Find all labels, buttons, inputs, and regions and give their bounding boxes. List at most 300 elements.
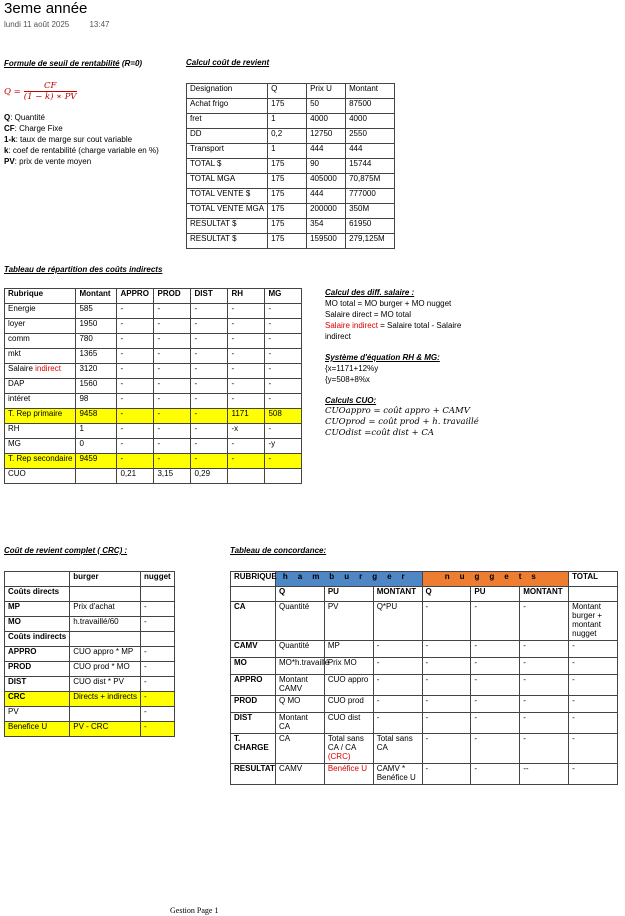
table-cell: - bbox=[569, 658, 618, 675]
legend-line bbox=[4, 134, 179, 145]
table-cell bbox=[5, 572, 70, 587]
table-cell: Total sans CA bbox=[373, 734, 422, 764]
table-cell: - bbox=[154, 319, 191, 334]
table-cell: Q bbox=[276, 587, 325, 602]
table-cell: - bbox=[117, 364, 154, 379]
table-cell: APPRO bbox=[231, 675, 276, 696]
table-cell: RESULTAT $ bbox=[187, 219, 268, 234]
table-cell: 2550 bbox=[346, 129, 395, 144]
table-row bbox=[5, 572, 175, 587]
table-cell: CUO bbox=[5, 469, 76, 484]
system-line: {x=1171+12%y bbox=[325, 364, 379, 373]
table-cell: - bbox=[117, 379, 154, 394]
table-cell: TOTAL VENTE $ bbox=[187, 189, 268, 204]
table-cell: h.travaillé/60 bbox=[70, 617, 141, 632]
crc-table bbox=[4, 571, 175, 737]
table-cell: - bbox=[422, 696, 471, 713]
table-cell: - bbox=[154, 439, 191, 454]
table-cell: - bbox=[191, 364, 228, 379]
table-row bbox=[231, 734, 618, 764]
table-row bbox=[5, 722, 175, 737]
table-cell: -y bbox=[265, 439, 302, 454]
table-cell: PROD bbox=[231, 696, 276, 713]
table-cell: - bbox=[520, 641, 569, 658]
table-cell: 0,29 bbox=[191, 469, 228, 484]
table-cell: - bbox=[569, 764, 618, 785]
table-cell: - bbox=[228, 379, 265, 394]
table-cell: comm bbox=[5, 334, 76, 349]
table-cell: - bbox=[191, 409, 228, 424]
table-row bbox=[5, 304, 302, 319]
table-cell: 279,125M bbox=[346, 234, 395, 249]
legend-value: : taux de marge sur cout variable bbox=[15, 135, 133, 144]
table-row bbox=[187, 99, 395, 114]
table-cell: Montant bbox=[346, 84, 395, 99]
table-row bbox=[5, 692, 175, 707]
table-cell bbox=[70, 632, 141, 647]
table-cell: - bbox=[373, 713, 422, 734]
cuo-line: CUOprod = coût prod + h. travaillé bbox=[325, 417, 479, 427]
table-cell: - bbox=[228, 349, 265, 364]
table-cell: PROD bbox=[5, 662, 70, 677]
table-cell: DIST bbox=[5, 677, 70, 692]
table-cell: 12750 bbox=[307, 129, 346, 144]
table-cell: 90 bbox=[307, 159, 346, 174]
table-cell bbox=[228, 469, 265, 484]
table-cell: - bbox=[154, 349, 191, 364]
table-cell: - bbox=[117, 409, 154, 424]
table-cell: MG bbox=[265, 289, 302, 304]
table-cell: MG bbox=[5, 439, 76, 454]
table-cell: - bbox=[520, 734, 569, 764]
table-cell: 175 bbox=[268, 99, 307, 114]
table-cell: mkt bbox=[5, 349, 76, 364]
table-cell: - bbox=[520, 696, 569, 713]
formula-heading-suffix: (R=0) bbox=[121, 59, 143, 68]
table-row bbox=[231, 675, 618, 696]
table-cell: Montant CA bbox=[276, 713, 325, 734]
table-cell: Transport bbox=[187, 144, 268, 159]
crc-block bbox=[4, 546, 175, 737]
table-cell: CA bbox=[231, 602, 276, 641]
table-row bbox=[5, 364, 302, 379]
table-cell: 1 bbox=[76, 424, 117, 439]
concordance-table bbox=[230, 571, 618, 785]
table-cell: APPRO bbox=[117, 289, 154, 304]
table-cell: - bbox=[265, 349, 302, 364]
table-cell: loyer bbox=[5, 319, 76, 334]
table-cell bbox=[70, 707, 141, 722]
table-cell: CA bbox=[276, 734, 325, 764]
table-cell: CUO dist bbox=[324, 713, 373, 734]
table-cell: - bbox=[569, 713, 618, 734]
repartition-heading: Tableau de répartition des coûts indirects bbox=[4, 265, 163, 274]
table-cell: 15744 bbox=[346, 159, 395, 174]
crc-heading: Coût de revient complet ( CRC) : bbox=[4, 546, 128, 555]
table-row bbox=[231, 641, 618, 658]
table-cell: 159500 bbox=[307, 234, 346, 249]
table-cell: 354 bbox=[307, 219, 346, 234]
table-cell: CUO prod bbox=[324, 696, 373, 713]
salary-label: Salaire bbox=[8, 364, 36, 373]
table-row bbox=[5, 707, 175, 722]
table-row bbox=[5, 454, 302, 469]
date-label: lundi 11 août 2025 bbox=[4, 20, 70, 29]
table-cell: -x bbox=[228, 424, 265, 439]
legend-value: : Quantité bbox=[10, 113, 45, 122]
table-cell: DAP bbox=[5, 379, 76, 394]
table-cell: 9459 bbox=[76, 454, 117, 469]
table-cell: - bbox=[154, 379, 191, 394]
table-cell: - bbox=[154, 454, 191, 469]
cuo-line: CUOdist =coût dist + CA bbox=[325, 428, 434, 438]
table-cell: - bbox=[117, 454, 154, 469]
salary-line: MO total = MO burger + MO nugget bbox=[325, 299, 452, 308]
table-cell: - bbox=[520, 675, 569, 696]
cost-block bbox=[186, 58, 395, 249]
table-cell: burger bbox=[70, 572, 141, 587]
table-row bbox=[5, 632, 175, 647]
table-cell: -- bbox=[520, 764, 569, 785]
table-cell: - bbox=[569, 641, 618, 658]
formula-legend bbox=[4, 112, 179, 167]
table-cell: - bbox=[228, 319, 265, 334]
table-cell: 1 bbox=[268, 114, 307, 129]
table-cell: 175 bbox=[268, 204, 307, 219]
table-cell: - bbox=[154, 424, 191, 439]
table-row bbox=[187, 84, 395, 99]
table-cell: - bbox=[228, 394, 265, 409]
formula-block bbox=[4, 58, 179, 167]
table-cell: - bbox=[228, 334, 265, 349]
table-cell: - bbox=[520, 713, 569, 734]
table-cell: Achat frigo bbox=[187, 99, 268, 114]
table-row bbox=[5, 379, 302, 394]
table-cell: MONTANT bbox=[373, 587, 422, 602]
table-cell: Prix U bbox=[307, 84, 346, 99]
table-row bbox=[187, 234, 395, 249]
table-cell: - bbox=[154, 364, 191, 379]
table-cell: Prix d'achat bbox=[70, 602, 141, 617]
table-row bbox=[5, 587, 175, 602]
table-cell bbox=[141, 587, 175, 602]
hamburger-header: hamburger bbox=[276, 572, 423, 587]
table-cell: - bbox=[141, 722, 175, 737]
table-cell: - bbox=[141, 677, 175, 692]
table-cell: - bbox=[471, 675, 520, 696]
table-cell: CUO prod * MO bbox=[70, 662, 141, 677]
table-cell: - bbox=[422, 764, 471, 785]
table-row bbox=[5, 319, 302, 334]
legend-line bbox=[4, 145, 179, 156]
table-row bbox=[187, 219, 395, 234]
table-cell: - bbox=[141, 647, 175, 662]
table-cell: - bbox=[154, 334, 191, 349]
table-cell: - bbox=[265, 379, 302, 394]
rubrique-header: RUBRIQUE bbox=[231, 572, 276, 587]
table-cell: 0 bbox=[76, 439, 117, 454]
table-cell: 444 bbox=[346, 144, 395, 159]
table-cell: MP bbox=[324, 641, 373, 658]
table-cell bbox=[76, 469, 117, 484]
table-cell: 4000 bbox=[346, 114, 395, 129]
table-row bbox=[5, 602, 175, 617]
table-cell: 508 bbox=[265, 409, 302, 424]
table-cell: APPRO bbox=[5, 647, 70, 662]
table-cell: 1365 bbox=[76, 349, 117, 364]
table-cell: Quantité bbox=[276, 602, 325, 641]
repartition-table bbox=[4, 288, 302, 484]
table-cell: - bbox=[520, 602, 569, 641]
cost-heading: Calcul coût de revient bbox=[186, 58, 270, 67]
table-cell: - bbox=[422, 602, 471, 641]
table-row bbox=[231, 572, 618, 587]
page-meta bbox=[4, 20, 128, 29]
table-cell: PROD bbox=[154, 289, 191, 304]
table-cell: - bbox=[117, 334, 154, 349]
table-cell: 350M bbox=[346, 204, 395, 219]
table-cell: - bbox=[422, 658, 471, 675]
table-cell: 175 bbox=[268, 174, 307, 189]
table-cell bbox=[265, 469, 302, 484]
table-cell: 200000 bbox=[307, 204, 346, 219]
table-cell: - bbox=[191, 319, 228, 334]
table-cell: RESULTAT $ bbox=[187, 234, 268, 249]
table-cell: PV bbox=[5, 707, 70, 722]
table-cell: - bbox=[265, 394, 302, 409]
table-cell: Coûts indirects bbox=[5, 632, 70, 647]
table-row bbox=[5, 394, 302, 409]
legend-key: Q bbox=[4, 113, 11, 122]
table-cell: 777000 bbox=[346, 189, 395, 204]
table-cell: - bbox=[154, 304, 191, 319]
table-cell: - bbox=[191, 424, 228, 439]
table-row bbox=[187, 174, 395, 189]
salary-red-text: Salaire indirect bbox=[325, 321, 378, 330]
table-row bbox=[5, 409, 302, 424]
table-cell: - bbox=[191, 304, 228, 319]
table-cell: Montant CAMV bbox=[276, 675, 325, 696]
cell-text: Total sans CA / CA bbox=[327, 734, 364, 752]
table-cell bbox=[324, 734, 373, 764]
legend-value: : Charge Fixe bbox=[14, 124, 63, 133]
table-cell: - bbox=[471, 641, 520, 658]
table-cell: - bbox=[471, 764, 520, 785]
table-cell: CAMV bbox=[276, 764, 325, 785]
table-cell: - bbox=[569, 734, 618, 764]
table-cell: T. Rep primaire bbox=[5, 409, 76, 424]
table-row bbox=[5, 349, 302, 364]
table-cell bbox=[5, 364, 76, 379]
table-cell: - bbox=[373, 675, 422, 696]
table-cell: MP bbox=[5, 602, 70, 617]
legend-key: PV bbox=[4, 157, 15, 166]
table-cell: nugget bbox=[141, 572, 175, 587]
repartition-block bbox=[4, 265, 302, 484]
cost-table bbox=[186, 83, 395, 249]
table-cell: - bbox=[471, 734, 520, 764]
table-cell: - bbox=[117, 304, 154, 319]
table-row bbox=[231, 713, 618, 734]
table-cell: RH bbox=[228, 289, 265, 304]
table-cell: 175 bbox=[268, 219, 307, 234]
table-cell: - bbox=[228, 364, 265, 379]
table-cell: 1560 bbox=[76, 379, 117, 394]
table-cell: - bbox=[191, 379, 228, 394]
table-cell: 0,2 bbox=[268, 129, 307, 144]
table-row bbox=[5, 647, 175, 662]
table-cell: Quantité bbox=[276, 641, 325, 658]
legend-line bbox=[4, 123, 179, 134]
table-cell: - bbox=[141, 692, 175, 707]
time-label: 13:47 bbox=[89, 20, 110, 29]
table-cell: - bbox=[117, 424, 154, 439]
indirect-label: indirect bbox=[35, 364, 61, 373]
legend-line bbox=[4, 112, 179, 123]
concordance-heading: Tableau de concordance: bbox=[230, 546, 327, 555]
threshold-formula bbox=[4, 81, 179, 102]
table-cell: 585 bbox=[76, 304, 117, 319]
table-cell: 3,15 bbox=[154, 469, 191, 484]
table-cell: - bbox=[265, 319, 302, 334]
table-cell: 1 bbox=[268, 144, 307, 159]
table-row bbox=[231, 587, 618, 602]
table-cell bbox=[70, 587, 141, 602]
table-cell: - bbox=[141, 617, 175, 632]
table-cell: - bbox=[471, 713, 520, 734]
table-cell: - bbox=[265, 334, 302, 349]
table-cell: - bbox=[141, 707, 175, 722]
table-cell: DD bbox=[187, 129, 268, 144]
formula-denominator: (1 − k) ∗ PV bbox=[23, 92, 77, 102]
table-cell: MO bbox=[5, 617, 70, 632]
table-cell: - bbox=[265, 364, 302, 379]
table-cell: RH bbox=[5, 424, 76, 439]
table-row bbox=[5, 424, 302, 439]
table-cell: - bbox=[422, 713, 471, 734]
salary-rest-text: = Salaire total - Salaire indirect bbox=[325, 321, 462, 341]
table-cell: - bbox=[265, 454, 302, 469]
table-cell: CAMV bbox=[231, 641, 276, 658]
cuo-heading: Calculs CUO: bbox=[325, 396, 377, 405]
table-cell: - bbox=[520, 658, 569, 675]
formula-heading: Formule de seuil de rentabilité bbox=[4, 59, 120, 68]
table-cell: 1171 bbox=[228, 409, 265, 424]
table-cell: Q MO bbox=[276, 696, 325, 713]
legend-key: CF bbox=[4, 124, 15, 133]
table-cell: Q bbox=[422, 587, 471, 602]
table-cell: T. CHARGE bbox=[231, 734, 276, 764]
table-cell: Montant bbox=[76, 289, 117, 304]
table-cell: - bbox=[228, 454, 265, 469]
cuo-line: CUOappro = coût appro + CAMV bbox=[325, 406, 470, 416]
table-cell: 4000 bbox=[307, 114, 346, 129]
table-cell: - bbox=[471, 602, 520, 641]
table-cell: - bbox=[373, 696, 422, 713]
table-cell: 9458 bbox=[76, 409, 117, 424]
total-header: TOTAL bbox=[569, 572, 618, 587]
table-cell: intéret bbox=[5, 394, 76, 409]
table-cell: 444 bbox=[307, 189, 346, 204]
table-cell: CUO appro * MP bbox=[70, 647, 141, 662]
table-cell: Prix MO bbox=[324, 658, 373, 675]
table-cell: - bbox=[471, 696, 520, 713]
table-row bbox=[231, 764, 618, 785]
table-cell: T. Rep secondaire bbox=[5, 454, 76, 469]
table-cell: CRC bbox=[5, 692, 70, 707]
salary-line: Salaire direct = MO total bbox=[325, 310, 412, 319]
legend-key: k bbox=[4, 146, 9, 155]
table-cell: PU bbox=[471, 587, 520, 602]
table-cell: - bbox=[191, 454, 228, 469]
table-cell: - bbox=[117, 394, 154, 409]
table-cell: 98 bbox=[76, 394, 117, 409]
table-cell: DIST bbox=[191, 289, 228, 304]
table-cell: - bbox=[154, 409, 191, 424]
table-cell: TOTAL VENTE MGA bbox=[187, 204, 268, 219]
table-cell: - bbox=[228, 304, 265, 319]
table-row bbox=[187, 129, 395, 144]
table-cell: - bbox=[191, 394, 228, 409]
page-footer: Gestion Page 1 bbox=[170, 906, 219, 915]
page-title: 3eme année bbox=[4, 0, 88, 17]
table-cell: - bbox=[191, 349, 228, 364]
table-cell: Designation bbox=[187, 84, 268, 99]
table-cell: Rubrique bbox=[5, 289, 76, 304]
table-row bbox=[5, 439, 302, 454]
table-cell: - bbox=[569, 675, 618, 696]
legend-value: : prix de vente moyen bbox=[14, 157, 92, 166]
formula-lhs: Q = bbox=[4, 86, 21, 97]
table-row bbox=[187, 144, 395, 159]
table-row bbox=[5, 662, 175, 677]
table-cell: 0,21 bbox=[117, 469, 154, 484]
table-cell: - bbox=[422, 641, 471, 658]
table-cell: Montant burger + montant nugget bbox=[569, 602, 618, 641]
table-row bbox=[231, 658, 618, 675]
table-cell: 175 bbox=[268, 189, 307, 204]
table-cell: - bbox=[422, 675, 471, 696]
table-row bbox=[187, 159, 395, 174]
table-cell: Q*PU bbox=[373, 602, 422, 641]
table-cell: 405000 bbox=[307, 174, 346, 189]
table-cell: 70,875M bbox=[346, 174, 395, 189]
table-cell: 780 bbox=[76, 334, 117, 349]
table-cell: PU bbox=[324, 587, 373, 602]
legend-key: 1-k bbox=[4, 135, 16, 144]
table-row bbox=[187, 189, 395, 204]
table-cell: - bbox=[569, 696, 618, 713]
formula-numerator: CF bbox=[24, 81, 77, 92]
table-cell: Q bbox=[268, 84, 307, 99]
table-cell bbox=[141, 632, 175, 647]
table-cell: Coûts directs bbox=[5, 587, 70, 602]
salary-line bbox=[325, 320, 485, 342]
table-cell: - bbox=[422, 734, 471, 764]
table-cell: TOTAL MGA bbox=[187, 174, 268, 189]
table-cell: - bbox=[154, 394, 191, 409]
crc-red-text: (CRC) bbox=[327, 752, 351, 761]
table-row bbox=[5, 677, 175, 692]
legend-line bbox=[4, 156, 179, 167]
notes-block bbox=[325, 287, 485, 439]
table-cell: Benéfice U bbox=[324, 764, 373, 785]
table-cell: Energie bbox=[5, 304, 76, 319]
table-cell: - bbox=[191, 439, 228, 454]
table-row bbox=[187, 204, 395, 219]
table-cell: 1950 bbox=[76, 319, 117, 334]
table-cell: - bbox=[117, 349, 154, 364]
